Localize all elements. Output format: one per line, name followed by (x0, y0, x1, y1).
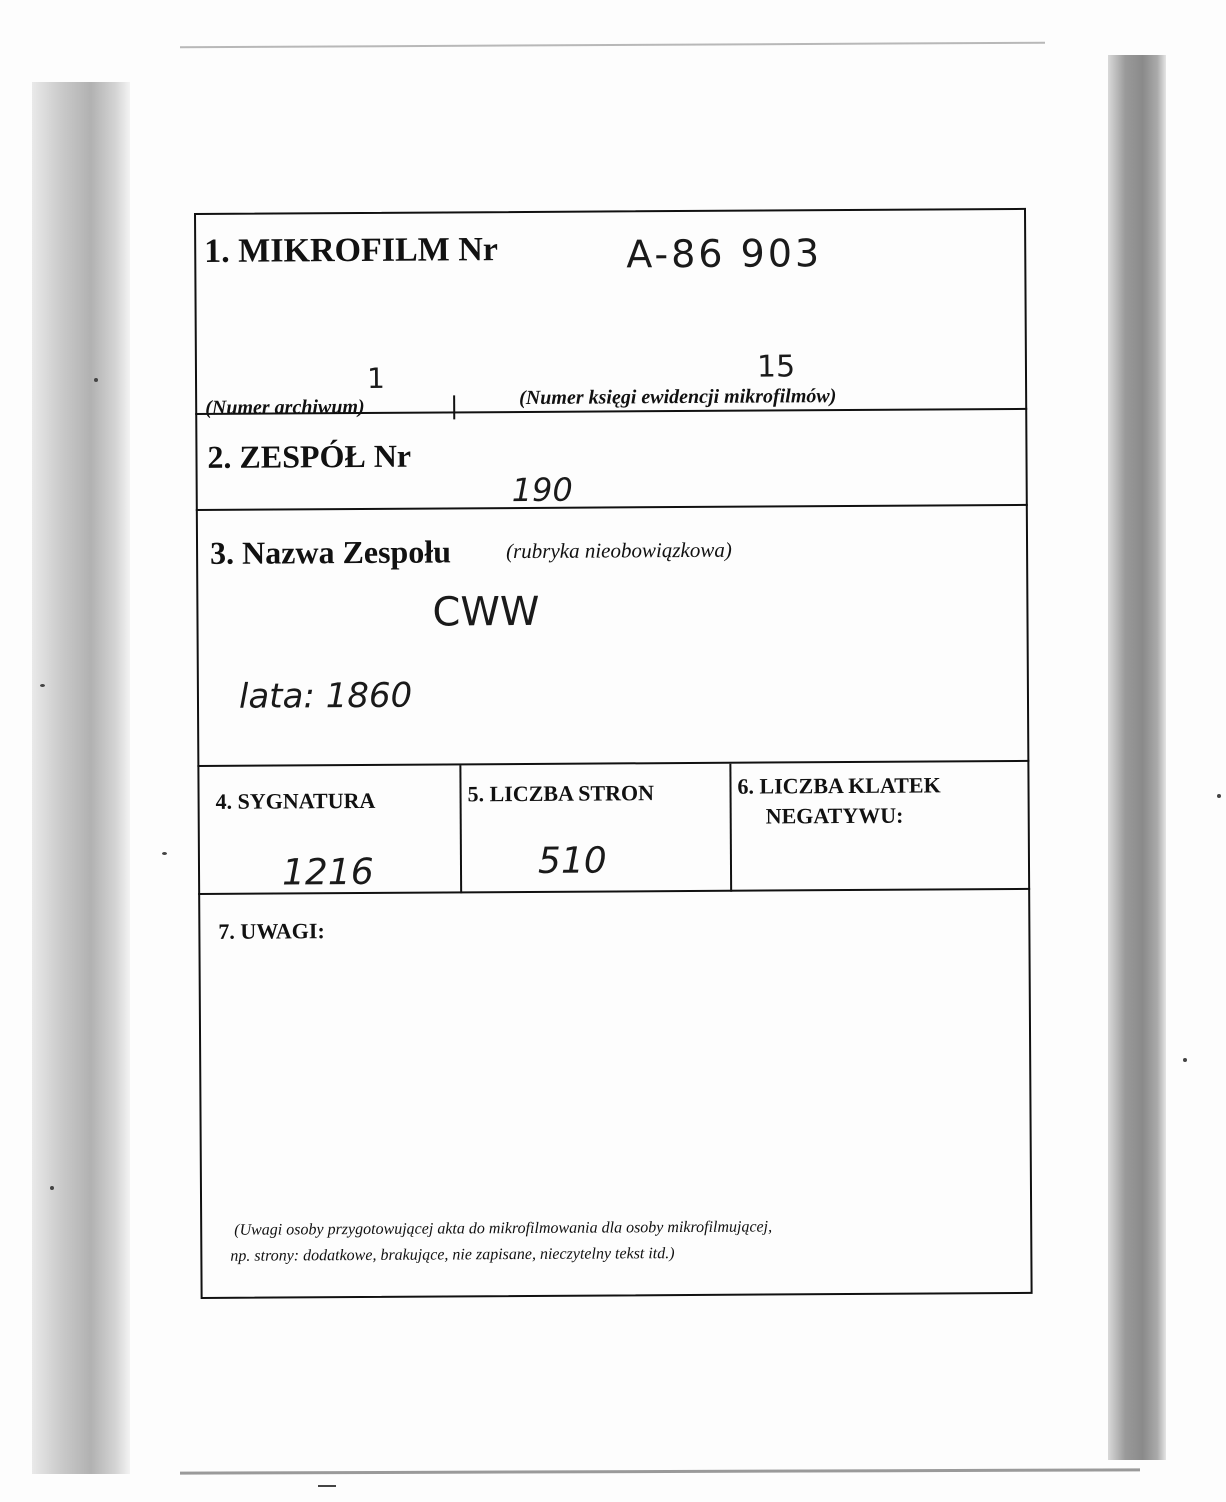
collection-name-label: 3. Nazwa Zespołu (209, 533, 452, 571)
form-border (194, 208, 1033, 1299)
scan-speck (94, 378, 98, 382)
remarks-note-line2: np. strony: dodatkowe, brakujące, nie zapisane, nieczytelny tekst itd.) (230, 1245, 675, 1265)
page-count-value: 510 (537, 840, 607, 882)
scan-edge-bottom (180, 1468, 1140, 1474)
collection-number-value: 190 (511, 470, 573, 510)
remarks-label: 7. UWAGI: (218, 918, 325, 944)
archive-number-value: 1 (366, 361, 385, 395)
microfilm-form-card (194, 208, 1039, 1303)
negative-frames-label: 6. LICZBA KLATEK (737, 772, 941, 799)
scan-shadow-left (32, 82, 130, 1474)
scan-speck (40, 684, 45, 687)
collection-name-hint: (rubryka nieobowiązkowa) (505, 537, 732, 564)
negative-frames-label-line2: NEGATYWU: (765, 802, 904, 829)
signature-label: 4. SYGNATURA (215, 787, 376, 814)
archive-ledger-divider (453, 395, 455, 419)
collection-years-value: lata: 1860 (238, 675, 413, 717)
microfilm-number-label: 1. MIKROFILM Nr (204, 231, 499, 270)
scan-speck (50, 1186, 54, 1190)
scan-speck (1217, 794, 1221, 798)
archive-number-label: (Numer archiwum) (205, 395, 365, 419)
signature-value: 1216 (281, 851, 374, 894)
microfilm-number-value: A-86 903 (626, 231, 823, 277)
remarks-note-line1: (Uwagi osoby przygotowującej akta do mikrofilmowania dla osoby mikrofilmującej, (234, 1218, 773, 1239)
scan-speck (1183, 1058, 1187, 1062)
scan-edge-top (180, 42, 1045, 49)
collection-name-value: CWW (432, 588, 540, 636)
scan-shadow-right (1108, 55, 1166, 1460)
collection-number-label: 2. ZESPÓŁ Nr (207, 437, 412, 475)
scan-speck (162, 852, 167, 855)
scan-speck (318, 1485, 336, 1487)
ledger-number-value: 15 (756, 349, 796, 385)
ledger-number-label: (Numer księgi ewidencji mikrofilmów) (519, 385, 837, 410)
page-count-label: 5. LICZBA STRON (467, 780, 655, 807)
